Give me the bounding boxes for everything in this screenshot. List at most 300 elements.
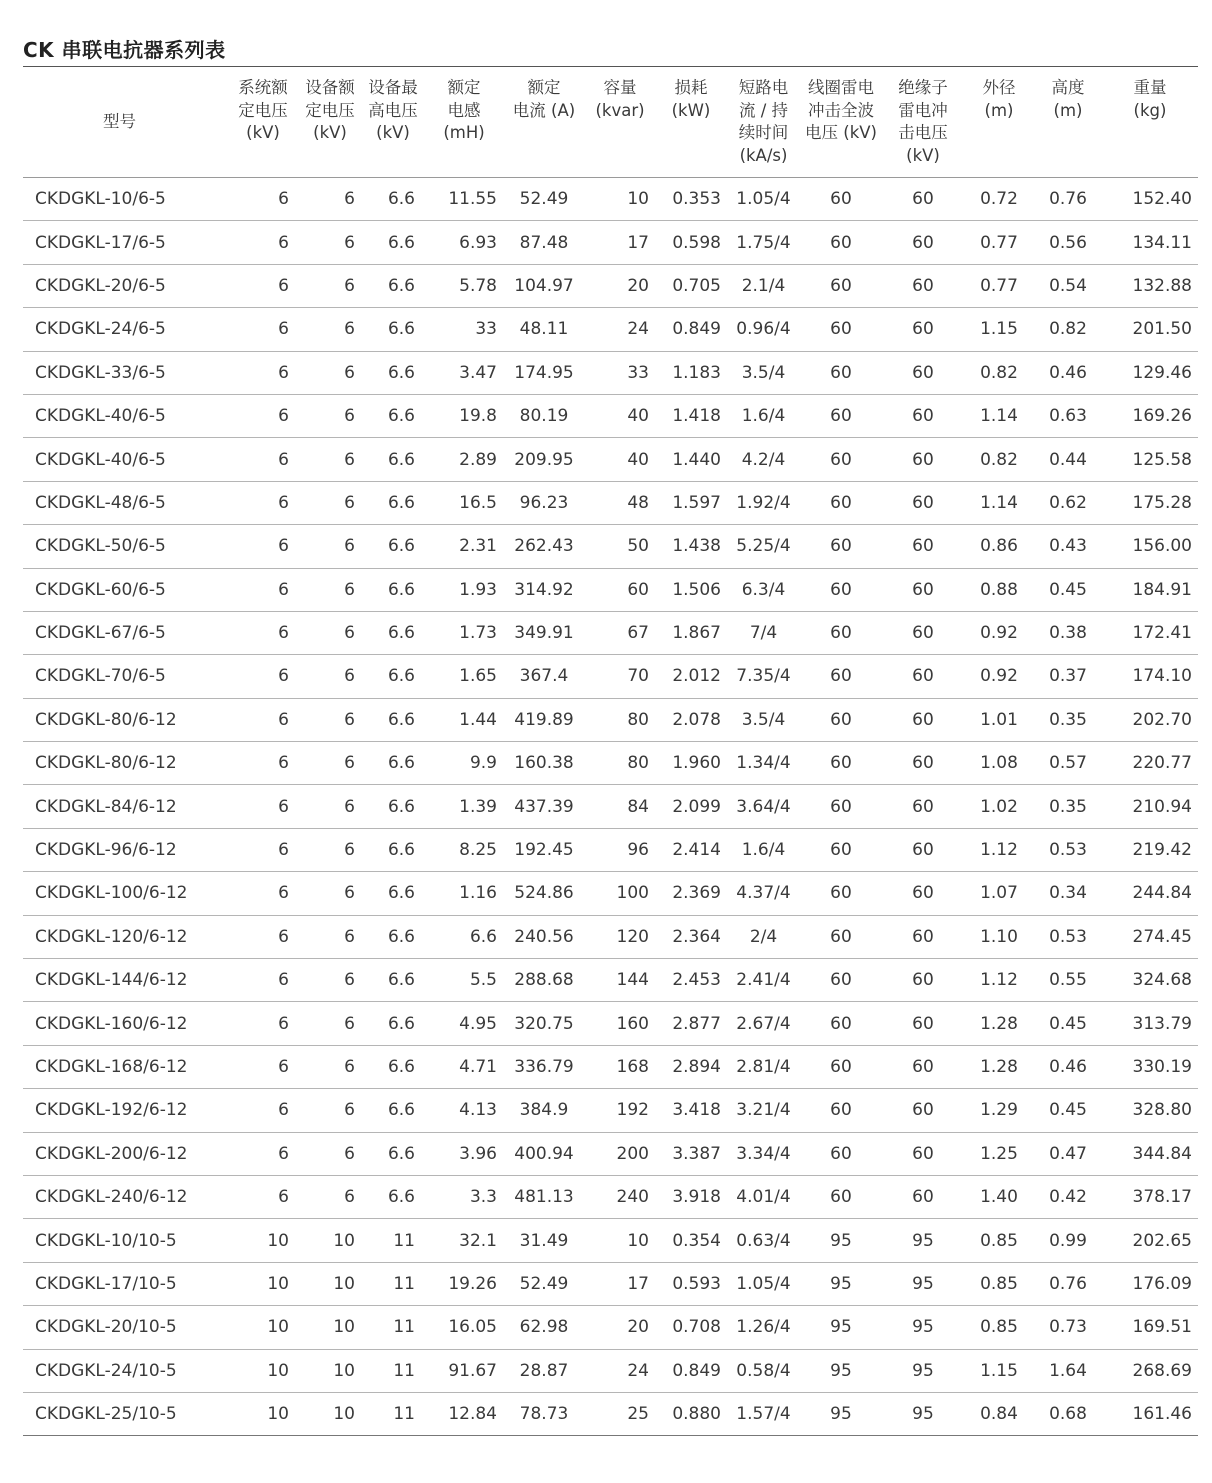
inductance-cell: 3.96 bbox=[425, 1132, 503, 1175]
system-voltage-cell: 10 bbox=[227, 1262, 299, 1305]
coil-impulse-cell: 60 bbox=[800, 1089, 882, 1132]
rated-voltage-cell: 6 bbox=[299, 959, 361, 1002]
height-cell: 0.53 bbox=[1034, 828, 1102, 871]
capacity-cell: 60 bbox=[585, 568, 655, 611]
system-voltage-cell: 6 bbox=[227, 481, 299, 524]
height-cell: 0.35 bbox=[1034, 785, 1102, 828]
capacity-cell: 80 bbox=[585, 698, 655, 741]
current-cell: 524.86 bbox=[503, 872, 585, 915]
max-voltage-cell: 6.6 bbox=[361, 1002, 425, 1045]
system-voltage-cell: 6 bbox=[227, 394, 299, 437]
loss-cell: 0.705 bbox=[655, 264, 727, 307]
current-cell: 96.23 bbox=[503, 481, 585, 524]
max-voltage-cell: 6.6 bbox=[361, 525, 425, 568]
inductance-cell: 5.5 bbox=[425, 959, 503, 1002]
coil-impulse-cell: 60 bbox=[800, 655, 882, 698]
current-cell: 314.92 bbox=[503, 568, 585, 611]
table-row bbox=[23, 351, 1198, 394]
rated-voltage-cell: 6 bbox=[299, 785, 361, 828]
table-row bbox=[23, 959, 1198, 1002]
short-circuit-cell: 1.57/4 bbox=[727, 1392, 800, 1435]
loss-cell: 1.867 bbox=[655, 611, 727, 654]
current-cell: 288.68 bbox=[503, 959, 585, 1002]
weight-cell: 219.42 bbox=[1102, 828, 1198, 871]
insulator-impulse-cell: 60 bbox=[882, 264, 964, 307]
system-voltage-cell: 6 bbox=[227, 1132, 299, 1175]
coil-impulse-cell: 60 bbox=[800, 221, 882, 264]
height-cell: 0.44 bbox=[1034, 438, 1102, 481]
system-voltage-cell: 10 bbox=[227, 1392, 299, 1435]
max-voltage-cell: 6.6 bbox=[361, 611, 425, 654]
short-circuit-cell: 2.41/4 bbox=[727, 959, 800, 1002]
loss-cell: 0.598 bbox=[655, 221, 727, 264]
weight-cell: 129.46 bbox=[1102, 351, 1198, 394]
loss-cell: 2.012 bbox=[655, 655, 727, 698]
system-voltage-cell: 6 bbox=[227, 959, 299, 1002]
capacity-cell: 48 bbox=[585, 481, 655, 524]
height-cell: 0.73 bbox=[1034, 1306, 1102, 1349]
max-voltage-cell: 6.6 bbox=[361, 1175, 425, 1218]
table-row bbox=[23, 1132, 1198, 1175]
rated-voltage-cell: 6 bbox=[299, 221, 361, 264]
table-row bbox=[23, 915, 1198, 958]
outer-diameter-cell: 1.14 bbox=[964, 394, 1034, 437]
max-voltage-cell: 6.6 bbox=[361, 438, 425, 481]
coil-impulse-cell: 60 bbox=[800, 351, 882, 394]
short-circuit-cell: 1.92/4 bbox=[727, 481, 800, 524]
short-circuit-cell: 3.5/4 bbox=[727, 351, 800, 394]
short-circuit-cell: 3.21/4 bbox=[727, 1089, 800, 1132]
loss-cell: 1.960 bbox=[655, 742, 727, 785]
height-cell: 0.82 bbox=[1034, 308, 1102, 351]
model-cell: CKDGKL-120/6-12 bbox=[23, 915, 227, 958]
rated-voltage-cell: 6 bbox=[299, 1132, 361, 1175]
rated-voltage-cell: 6 bbox=[299, 1089, 361, 1132]
loss-cell: 2.369 bbox=[655, 872, 727, 915]
model-cell: CKDGKL-40/6-5 bbox=[23, 438, 227, 481]
insulator-impulse-cell: 60 bbox=[882, 655, 964, 698]
current-cell: 209.95 bbox=[503, 438, 585, 481]
model-cell: CKDGKL-24/10-5 bbox=[23, 1349, 227, 1392]
inductance-cell: 1.16 bbox=[425, 872, 503, 915]
outer-diameter-cell: 1.28 bbox=[964, 1002, 1034, 1045]
rated-voltage-cell: 6 bbox=[299, 1045, 361, 1088]
table-row bbox=[23, 1089, 1198, 1132]
table-row bbox=[23, 785, 1198, 828]
outer-diameter-cell: 0.77 bbox=[964, 264, 1034, 307]
current-cell: 80.19 bbox=[503, 394, 585, 437]
height-cell: 0.47 bbox=[1034, 1132, 1102, 1175]
loss-cell: 3.418 bbox=[655, 1089, 727, 1132]
table-row bbox=[23, 698, 1198, 741]
insulator-impulse-cell: 60 bbox=[882, 481, 964, 524]
column-header: 线圈雷电 冲击全波 电压 (kV) bbox=[800, 67, 882, 178]
capacity-cell: 20 bbox=[585, 264, 655, 307]
max-voltage-cell: 6.6 bbox=[361, 178, 425, 221]
coil-impulse-cell: 60 bbox=[800, 742, 882, 785]
weight-cell: 202.65 bbox=[1102, 1219, 1198, 1262]
outer-diameter-cell: 1.40 bbox=[964, 1175, 1034, 1218]
system-voltage-cell: 6 bbox=[227, 1089, 299, 1132]
outer-diameter-cell: 0.92 bbox=[964, 655, 1034, 698]
current-cell: 192.45 bbox=[503, 828, 585, 871]
coil-impulse-cell: 60 bbox=[800, 959, 882, 1002]
insulator-impulse-cell: 60 bbox=[882, 828, 964, 871]
capacity-cell: 17 bbox=[585, 221, 655, 264]
capacity-cell: 25 bbox=[585, 1392, 655, 1435]
coil-impulse-cell: 60 bbox=[800, 394, 882, 437]
weight-cell: 132.88 bbox=[1102, 264, 1198, 307]
height-cell: 0.99 bbox=[1034, 1219, 1102, 1262]
model-cell: CKDGKL-96/6-12 bbox=[23, 828, 227, 871]
current-cell: 78.73 bbox=[503, 1392, 585, 1435]
outer-diameter-cell: 0.82 bbox=[964, 438, 1034, 481]
loss-cell: 0.708 bbox=[655, 1306, 727, 1349]
coil-impulse-cell: 60 bbox=[800, 785, 882, 828]
model-cell: CKDGKL-144/6-12 bbox=[23, 959, 227, 1002]
max-voltage-cell: 11 bbox=[361, 1392, 425, 1435]
max-voltage-cell: 6.6 bbox=[361, 351, 425, 394]
short-circuit-cell: 4.2/4 bbox=[727, 438, 800, 481]
model-cell: CKDGKL-33/6-5 bbox=[23, 351, 227, 394]
rated-voltage-cell: 6 bbox=[299, 1175, 361, 1218]
weight-cell: 324.68 bbox=[1102, 959, 1198, 1002]
loss-cell: 0.593 bbox=[655, 1262, 727, 1305]
loss-cell: 2.414 bbox=[655, 828, 727, 871]
insulator-impulse-cell: 95 bbox=[882, 1392, 964, 1435]
inductance-cell: 16.05 bbox=[425, 1306, 503, 1349]
insulator-impulse-cell: 60 bbox=[882, 742, 964, 785]
height-cell: 0.55 bbox=[1034, 959, 1102, 1002]
rated-voltage-cell: 6 bbox=[299, 394, 361, 437]
capacity-cell: 17 bbox=[585, 1262, 655, 1305]
system-voltage-cell: 6 bbox=[227, 178, 299, 221]
system-voltage-cell: 6 bbox=[227, 698, 299, 741]
insulator-impulse-cell: 60 bbox=[882, 872, 964, 915]
coil-impulse-cell: 60 bbox=[800, 1175, 882, 1218]
column-header: 型号 bbox=[23, 67, 227, 178]
current-cell: 240.56 bbox=[503, 915, 585, 958]
insulator-impulse-cell: 95 bbox=[882, 1262, 964, 1305]
capacity-cell: 40 bbox=[585, 394, 655, 437]
capacity-cell: 100 bbox=[585, 872, 655, 915]
loss-cell: 1.440 bbox=[655, 438, 727, 481]
capacity-cell: 67 bbox=[585, 611, 655, 654]
column-header: 额定 电流 (A) bbox=[503, 67, 585, 178]
capacity-cell: 84 bbox=[585, 785, 655, 828]
model-cell: CKDGKL-17/10-5 bbox=[23, 1262, 227, 1305]
system-voltage-cell: 6 bbox=[227, 221, 299, 264]
inductance-cell: 32.1 bbox=[425, 1219, 503, 1262]
table-row bbox=[23, 525, 1198, 568]
model-cell: CKDGKL-84/6-12 bbox=[23, 785, 227, 828]
outer-diameter-cell: 1.12 bbox=[964, 828, 1034, 871]
insulator-impulse-cell: 60 bbox=[882, 178, 964, 221]
coil-impulse-cell: 95 bbox=[800, 1219, 882, 1262]
loss-cell: 1.438 bbox=[655, 525, 727, 568]
current-cell: 48.11 bbox=[503, 308, 585, 351]
max-voltage-cell: 6.6 bbox=[361, 828, 425, 871]
height-cell: 0.53 bbox=[1034, 915, 1102, 958]
column-header: 重量 (kg) bbox=[1102, 67, 1198, 178]
insulator-impulse-cell: 60 bbox=[882, 1089, 964, 1132]
outer-diameter-cell: 1.10 bbox=[964, 915, 1034, 958]
capacity-cell: 70 bbox=[585, 655, 655, 698]
column-header: 高度 (m) bbox=[1034, 67, 1102, 178]
system-voltage-cell: 10 bbox=[227, 1306, 299, 1349]
max-voltage-cell: 11 bbox=[361, 1262, 425, 1305]
inductance-cell: 16.5 bbox=[425, 481, 503, 524]
height-cell: 0.43 bbox=[1034, 525, 1102, 568]
height-cell: 0.54 bbox=[1034, 264, 1102, 307]
inductance-cell: 4.95 bbox=[425, 1002, 503, 1045]
inductance-cell: 9.9 bbox=[425, 742, 503, 785]
model-cell: CKDGKL-10/10-5 bbox=[23, 1219, 227, 1262]
outer-diameter-cell: 0.84 bbox=[964, 1392, 1034, 1435]
capacity-cell: 168 bbox=[585, 1045, 655, 1088]
outer-diameter-cell: 1.15 bbox=[964, 308, 1034, 351]
short-circuit-cell: 2.1/4 bbox=[727, 264, 800, 307]
height-cell: 0.46 bbox=[1034, 1045, 1102, 1088]
capacity-cell: 24 bbox=[585, 308, 655, 351]
capacity-cell: 144 bbox=[585, 959, 655, 1002]
insulator-impulse-cell: 60 bbox=[882, 394, 964, 437]
column-header: 绝缘子 雷电冲 击电压 (kV) bbox=[882, 67, 964, 178]
table-row bbox=[23, 611, 1198, 654]
column-header: 外径 (m) bbox=[964, 67, 1034, 178]
height-cell: 0.37 bbox=[1034, 655, 1102, 698]
table-row bbox=[23, 1392, 1198, 1435]
height-cell: 0.63 bbox=[1034, 394, 1102, 437]
reactor-spec-table bbox=[23, 67, 1198, 1436]
model-cell: CKDGKL-70/6-5 bbox=[23, 655, 227, 698]
model-cell: CKDGKL-50/6-5 bbox=[23, 525, 227, 568]
inductance-cell: 6.93 bbox=[425, 221, 503, 264]
system-voltage-cell: 6 bbox=[227, 351, 299, 394]
insulator-impulse-cell: 95 bbox=[882, 1219, 964, 1262]
coil-impulse-cell: 60 bbox=[800, 525, 882, 568]
weight-cell: 330.19 bbox=[1102, 1045, 1198, 1088]
table-row bbox=[23, 178, 1198, 221]
inductance-cell: 5.78 bbox=[425, 264, 503, 307]
insulator-impulse-cell: 60 bbox=[882, 1045, 964, 1088]
max-voltage-cell: 11 bbox=[361, 1219, 425, 1262]
capacity-cell: 40 bbox=[585, 438, 655, 481]
capacity-cell: 20 bbox=[585, 1306, 655, 1349]
max-voltage-cell: 6.6 bbox=[361, 264, 425, 307]
insulator-impulse-cell: 60 bbox=[882, 611, 964, 654]
loss-cell: 2.099 bbox=[655, 785, 727, 828]
model-cell: CKDGKL-20/10-5 bbox=[23, 1306, 227, 1349]
height-cell: 0.38 bbox=[1034, 611, 1102, 654]
loss-cell: 3.387 bbox=[655, 1132, 727, 1175]
loss-cell: 1.418 bbox=[655, 394, 727, 437]
current-cell: 481.13 bbox=[503, 1175, 585, 1218]
rated-voltage-cell: 6 bbox=[299, 655, 361, 698]
rated-voltage-cell: 10 bbox=[299, 1219, 361, 1262]
rated-voltage-cell: 6 bbox=[299, 264, 361, 307]
rated-voltage-cell: 6 bbox=[299, 915, 361, 958]
outer-diameter-cell: 0.72 bbox=[964, 178, 1034, 221]
table-row bbox=[23, 1306, 1198, 1349]
inductance-cell: 19.26 bbox=[425, 1262, 503, 1305]
capacity-cell: 240 bbox=[585, 1175, 655, 1218]
max-voltage-cell: 6.6 bbox=[361, 655, 425, 698]
outer-diameter-cell: 1.12 bbox=[964, 959, 1034, 1002]
coil-impulse-cell: 60 bbox=[800, 568, 882, 611]
table-row bbox=[23, 742, 1198, 785]
model-cell: CKDGKL-25/10-5 bbox=[23, 1392, 227, 1435]
inductance-cell: 11.55 bbox=[425, 178, 503, 221]
height-cell: 0.56 bbox=[1034, 221, 1102, 264]
table-row bbox=[23, 308, 1198, 351]
height-cell: 0.57 bbox=[1034, 742, 1102, 785]
outer-diameter-cell: 0.82 bbox=[964, 351, 1034, 394]
system-voltage-cell: 10 bbox=[227, 1219, 299, 1262]
system-voltage-cell: 6 bbox=[227, 1045, 299, 1088]
outer-diameter-cell: 0.77 bbox=[964, 221, 1034, 264]
short-circuit-cell: 0.63/4 bbox=[727, 1219, 800, 1262]
inductance-cell: 1.39 bbox=[425, 785, 503, 828]
coil-impulse-cell: 60 bbox=[800, 264, 882, 307]
rated-voltage-cell: 6 bbox=[299, 525, 361, 568]
loss-cell: 0.849 bbox=[655, 1349, 727, 1392]
inductance-cell: 8.25 bbox=[425, 828, 503, 871]
loss-cell: 0.880 bbox=[655, 1392, 727, 1435]
short-circuit-cell: 1.75/4 bbox=[727, 221, 800, 264]
model-cell: CKDGKL-240/6-12 bbox=[23, 1175, 227, 1218]
model-cell: CKDGKL-160/6-12 bbox=[23, 1002, 227, 1045]
insulator-impulse-cell: 60 bbox=[882, 351, 964, 394]
short-circuit-cell: 3.64/4 bbox=[727, 785, 800, 828]
inductance-cell: 1.44 bbox=[425, 698, 503, 741]
rated-voltage-cell: 6 bbox=[299, 742, 361, 785]
short-circuit-cell: 1.6/4 bbox=[727, 828, 800, 871]
height-cell: 1.64 bbox=[1034, 1349, 1102, 1392]
system-voltage-cell: 6 bbox=[227, 785, 299, 828]
rated-voltage-cell: 6 bbox=[299, 351, 361, 394]
rated-voltage-cell: 6 bbox=[299, 481, 361, 524]
max-voltage-cell: 6.6 bbox=[361, 698, 425, 741]
weight-cell: 175.28 bbox=[1102, 481, 1198, 524]
outer-diameter-cell: 0.85 bbox=[964, 1306, 1034, 1349]
coil-impulse-cell: 60 bbox=[800, 438, 882, 481]
loss-cell: 0.353 bbox=[655, 178, 727, 221]
height-cell: 0.42 bbox=[1034, 1175, 1102, 1218]
column-header: 短路电 流 / 持 续时间 (kA/s) bbox=[727, 67, 800, 178]
max-voltage-cell: 6.6 bbox=[361, 308, 425, 351]
short-circuit-cell: 1.34/4 bbox=[727, 742, 800, 785]
rated-voltage-cell: 6 bbox=[299, 698, 361, 741]
short-circuit-cell: 7/4 bbox=[727, 611, 800, 654]
system-voltage-cell: 6 bbox=[227, 828, 299, 871]
rated-voltage-cell: 10 bbox=[299, 1392, 361, 1435]
capacity-cell: 50 bbox=[585, 525, 655, 568]
max-voltage-cell: 6.6 bbox=[361, 221, 425, 264]
table-row bbox=[23, 264, 1198, 307]
max-voltage-cell: 6.6 bbox=[361, 568, 425, 611]
weight-cell: 328.80 bbox=[1102, 1089, 1198, 1132]
short-circuit-cell: 2/4 bbox=[727, 915, 800, 958]
model-cell: CKDGKL-168/6-12 bbox=[23, 1045, 227, 1088]
weight-cell: 152.40 bbox=[1102, 178, 1198, 221]
inductance-cell: 3.47 bbox=[425, 351, 503, 394]
current-cell: 384.9 bbox=[503, 1089, 585, 1132]
current-cell: 419.89 bbox=[503, 698, 585, 741]
weight-cell: 134.11 bbox=[1102, 221, 1198, 264]
capacity-cell: 96 bbox=[585, 828, 655, 871]
current-cell: 52.49 bbox=[503, 1262, 585, 1305]
short-circuit-cell: 7.35/4 bbox=[727, 655, 800, 698]
outer-diameter-cell: 1.02 bbox=[964, 785, 1034, 828]
outer-diameter-cell: 1.29 bbox=[964, 1089, 1034, 1132]
max-voltage-cell: 6.6 bbox=[361, 959, 425, 1002]
model-cell: CKDGKL-80/6-12 bbox=[23, 742, 227, 785]
current-cell: 437.39 bbox=[503, 785, 585, 828]
insulator-impulse-cell: 60 bbox=[882, 1002, 964, 1045]
current-cell: 367.4 bbox=[503, 655, 585, 698]
rated-voltage-cell: 6 bbox=[299, 828, 361, 871]
weight-cell: 274.45 bbox=[1102, 915, 1198, 958]
system-voltage-cell: 6 bbox=[227, 655, 299, 698]
current-cell: 400.94 bbox=[503, 1132, 585, 1175]
height-cell: 0.34 bbox=[1034, 872, 1102, 915]
table-row bbox=[23, 221, 1198, 264]
insulator-impulse-cell: 95 bbox=[882, 1349, 964, 1392]
capacity-cell: 160 bbox=[585, 1002, 655, 1045]
short-circuit-cell: 6.3/4 bbox=[727, 568, 800, 611]
inductance-cell: 2.89 bbox=[425, 438, 503, 481]
outer-diameter-cell: 1.25 bbox=[964, 1132, 1034, 1175]
weight-cell: 220.77 bbox=[1102, 742, 1198, 785]
height-cell: 0.35 bbox=[1034, 698, 1102, 741]
model-cell: CKDGKL-40/6-5 bbox=[23, 394, 227, 437]
table-row bbox=[23, 1349, 1198, 1392]
system-voltage-cell: 6 bbox=[227, 264, 299, 307]
table-row bbox=[23, 1045, 1198, 1088]
system-voltage-cell: 6 bbox=[227, 915, 299, 958]
loss-cell: 2.894 bbox=[655, 1045, 727, 1088]
coil-impulse-cell: 60 bbox=[800, 481, 882, 524]
rated-voltage-cell: 10 bbox=[299, 1349, 361, 1392]
max-voltage-cell: 6.6 bbox=[361, 394, 425, 437]
weight-cell: 169.51 bbox=[1102, 1306, 1198, 1349]
table-row bbox=[23, 481, 1198, 524]
height-cell: 0.76 bbox=[1034, 178, 1102, 221]
max-voltage-cell: 6.6 bbox=[361, 481, 425, 524]
inductance-cell: 6.6 bbox=[425, 915, 503, 958]
current-cell: 87.48 bbox=[503, 221, 585, 264]
max-voltage-cell: 6.6 bbox=[361, 872, 425, 915]
table-row bbox=[23, 1002, 1198, 1045]
column-header: 损耗 (kW) bbox=[655, 67, 727, 178]
height-cell: 0.45 bbox=[1034, 1002, 1102, 1045]
capacity-cell: 10 bbox=[585, 1219, 655, 1262]
insulator-impulse-cell: 60 bbox=[882, 785, 964, 828]
weight-cell: 202.70 bbox=[1102, 698, 1198, 741]
model-cell: CKDGKL-24/6-5 bbox=[23, 308, 227, 351]
coil-impulse-cell: 60 bbox=[800, 308, 882, 351]
capacity-cell: 120 bbox=[585, 915, 655, 958]
weight-cell: 313.79 bbox=[1102, 1002, 1198, 1045]
rated-voltage-cell: 10 bbox=[299, 1306, 361, 1349]
short-circuit-cell: 1.05/4 bbox=[727, 178, 800, 221]
short-circuit-cell: 3.5/4 bbox=[727, 698, 800, 741]
inductance-cell: 3.3 bbox=[425, 1175, 503, 1218]
short-circuit-cell: 1.26/4 bbox=[727, 1306, 800, 1349]
weight-cell: 156.00 bbox=[1102, 525, 1198, 568]
column-header: 容量 (kvar) bbox=[585, 67, 655, 178]
